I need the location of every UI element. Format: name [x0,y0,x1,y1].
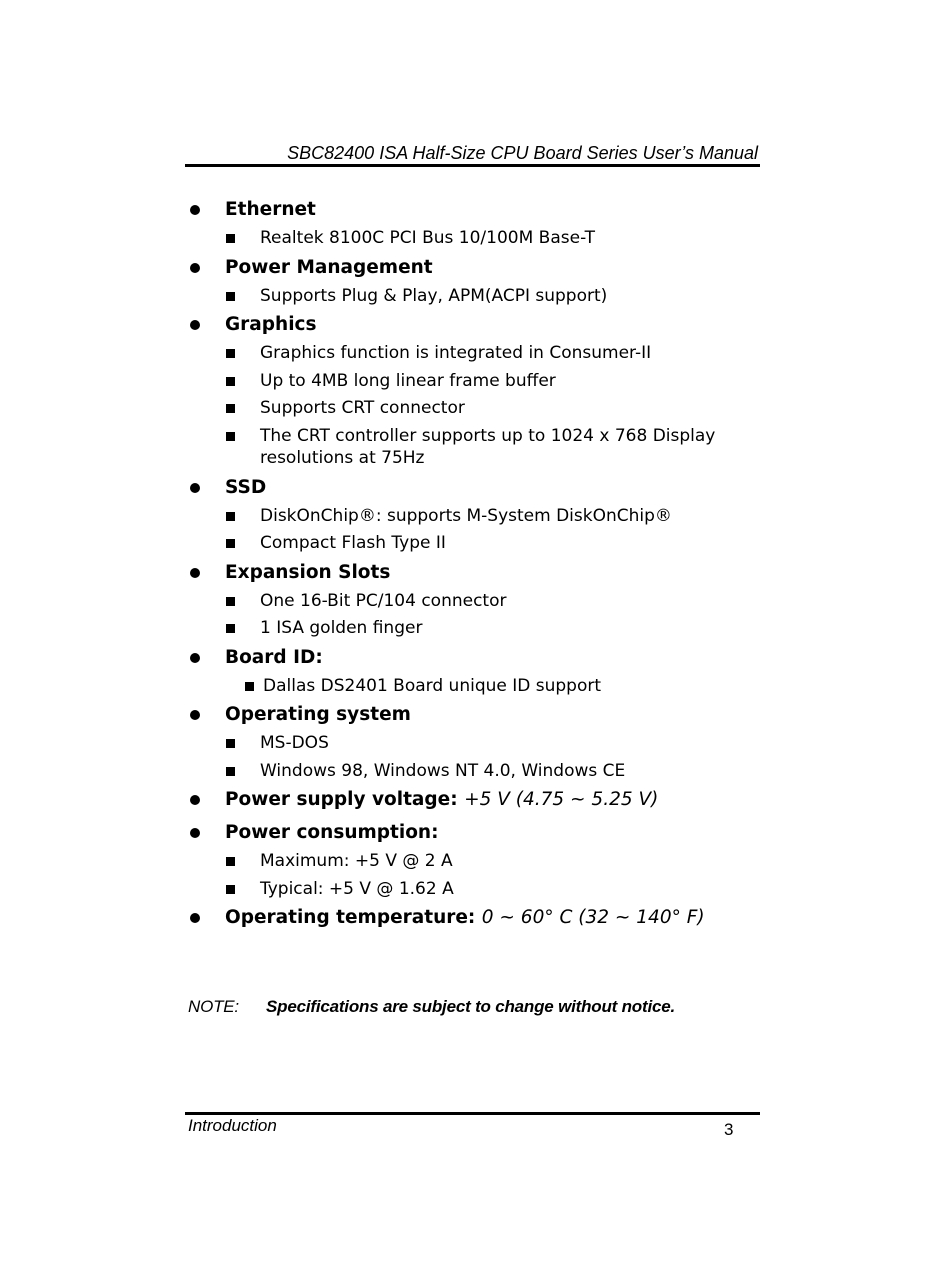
running-header: SBC82400 ISA Half-Size CPU Board Series User’s Manual [287,143,758,163]
section-operating-system [188,702,758,782]
note-label: NOTE: [188,997,239,1016]
square-bullet-icon [226,377,235,386]
list-item: Up to 4MB long linear frame buffer [188,370,758,393]
list-item: Windows 98, Windows NT 4.0, Windows CE [188,760,758,783]
section-power-consumption [188,820,758,900]
section-heading: Graphics [225,314,317,335]
note [188,996,675,1018]
section-expansion-slots [188,560,758,640]
square-bullet-icon [226,512,235,521]
list-item: Typical: +5 V @ 1.62 A [188,878,758,901]
bullet-icon [190,653,200,663]
square-bullet-icon [245,682,254,691]
section-heading: Expansion Slots [225,561,391,583]
square-bullet-icon [226,767,235,776]
section-board-id [188,645,758,698]
list-item: Maximum: +5 V @ 2 A [188,850,758,873]
section-heading: Power Management [225,256,433,278]
section-heading: Ethernet [225,199,316,220]
list-item: 1 ISA golden finger [188,617,758,640]
list-item: One 16-Bit PC/104 connector [188,590,758,613]
section-operating-temperature [188,905,758,931]
square-bullet-icon [226,432,235,441]
section-heading: Operating temperature: [225,907,476,928]
section-graphics [188,312,758,470]
square-bullet-icon [226,885,235,894]
bullet-icon [190,795,200,805]
bullet-icon [190,483,200,493]
note-text: Specifications are subject to change without notice. [266,997,676,1016]
section-heading: SSD [225,476,267,498]
list-item: Compact Flash Type II [188,532,758,555]
list-item: Supports Plug & Play, APM(ACPI support) [188,285,758,308]
bullet-icon [190,568,200,578]
square-bullet-icon [226,624,235,633]
square-bullet-icon [226,349,235,358]
footer-section: Introduction [188,1116,277,1135]
bullet-icon [190,263,200,273]
page-number: 3 [724,1120,734,1139]
header-rule [185,164,760,167]
footer-rule [185,1112,760,1115]
square-bullet-icon [226,404,235,413]
bullet-icon [190,320,200,330]
section-power-supply-voltage [188,787,758,813]
section-heading: Power consumption: [225,822,439,843]
section-heading: Power supply voltage: [225,789,458,810]
square-bullet-icon [226,234,235,243]
square-bullet-icon [226,292,235,301]
square-bullet-icon [226,597,235,606]
spec-list [188,197,758,931]
bullet-icon [190,205,200,215]
bullet-icon [190,710,200,720]
section-power-management [188,255,758,308]
list-item: DiskOnChip®: supports M-System DiskOnChip® [188,505,758,528]
list-item: Supports CRT connector [188,397,758,420]
section-heading: Board ID: [225,646,323,668]
section-ssd [188,475,758,555]
list-item: Graphics function is integrated in Consumer-II [188,342,758,365]
list-item: Realtek 8100C PCI Bus 10/100M Base-T [188,227,758,250]
list-item: MS-DOS [188,732,758,755]
section-ethernet [188,197,758,250]
bullet-icon [190,828,200,838]
temperature-value: 0 ~ 60° C (32 ~ 140° F) [481,907,705,928]
list-item: The CRT controller supports up to 1024 x 768 Display resolutions at 75Hz [188,425,758,470]
square-bullet-icon [226,857,235,866]
bullet-icon [190,913,200,923]
square-bullet-icon [226,739,235,748]
section-heading: Operating system [225,704,411,725]
voltage-value: +5 V (4.75 ~ 5.25 V) [464,789,659,810]
list-item: Dallas DS2401 Board unique ID support [188,675,758,698]
square-bullet-icon [226,539,235,548]
